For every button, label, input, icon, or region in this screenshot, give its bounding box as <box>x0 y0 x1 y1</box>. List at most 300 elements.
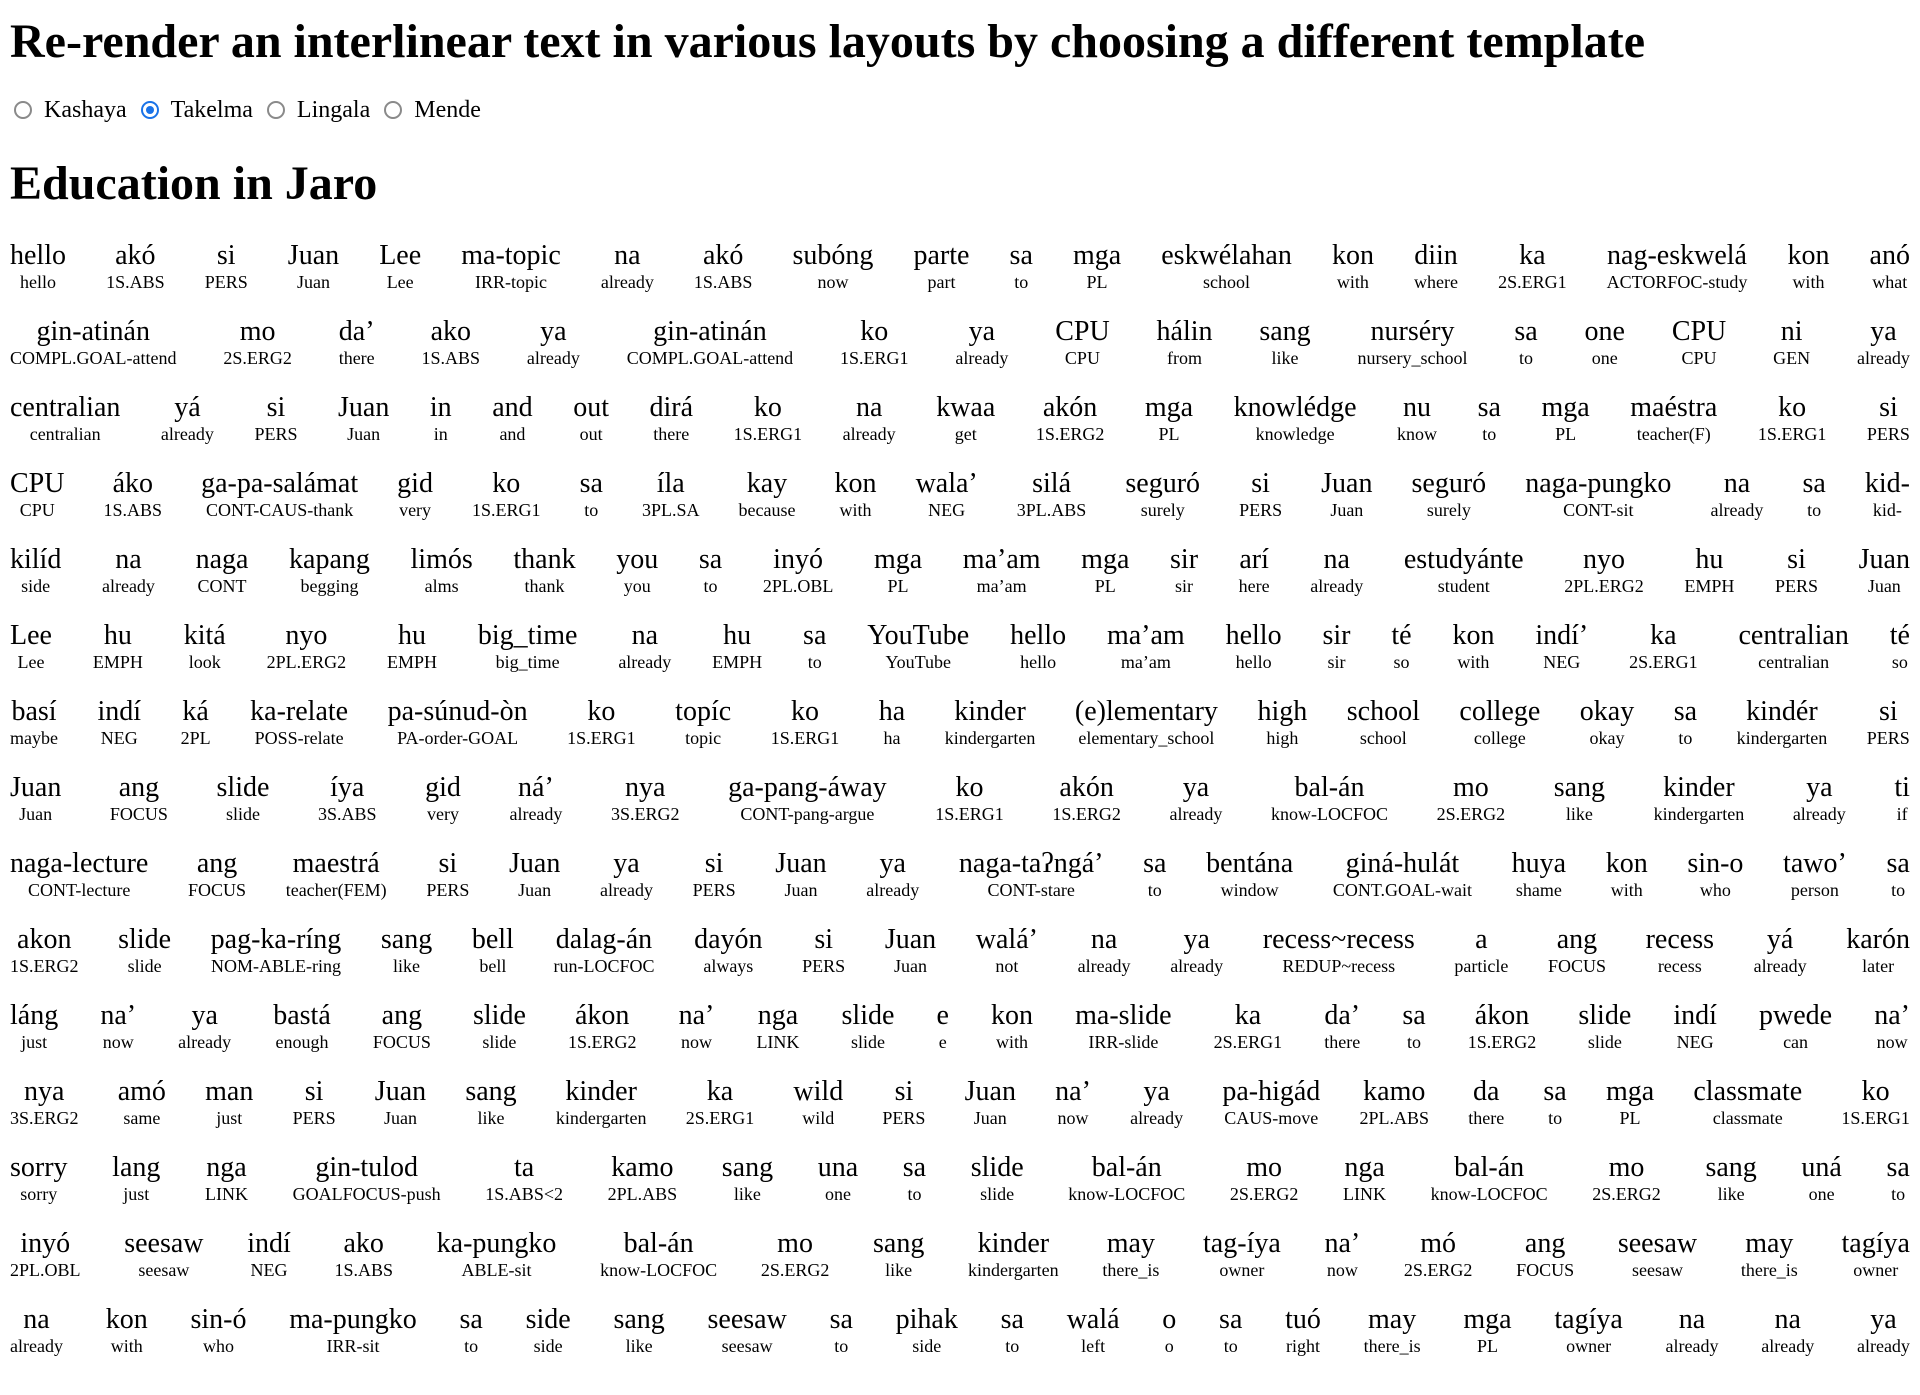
word-gloss-pair <box>10 1001 58 1053</box>
word-gloss: okay <box>1589 727 1625 748</box>
word-gloss-pair <box>254 393 297 445</box>
word-gloss-pair <box>1431 1153 1548 1205</box>
word-form: mga <box>1463 1303 1512 1335</box>
word-gloss: 1S.ERG1 <box>733 423 803 444</box>
word-gloss-pair <box>1017 469 1087 521</box>
word-gloss: IRR-topic <box>475 271 548 292</box>
word-gloss: know-LOCFOC <box>1068 1183 1186 1204</box>
word-gloss: already <box>618 651 672 672</box>
word-gloss-pair <box>916 469 978 521</box>
word-gloss-pair <box>527 317 580 369</box>
word-gloss: now <box>680 1031 712 1052</box>
word-gloss: Juan <box>383 1107 417 1128</box>
word-gloss-pair <box>1867 697 1910 749</box>
word-form: uná <box>1801 1151 1842 1183</box>
word-gloss-pair <box>267 621 347 673</box>
word-gloss: COMPL.GOAL-attend <box>10 347 177 368</box>
word-gloss: EMPH <box>387 651 438 672</box>
word-gloss-pair <box>1412 469 1487 521</box>
word-gloss-pair <box>1052 773 1121 825</box>
word-gloss: just <box>123 1183 150 1204</box>
word-gloss: there_is <box>1740 1259 1798 1280</box>
word-form: may <box>1745 1227 1794 1259</box>
word-gloss: topic <box>685 727 722 748</box>
word-gloss: with <box>1457 651 1490 672</box>
word-gloss: window <box>1220 879 1279 900</box>
word-gloss: PL <box>1555 423 1577 444</box>
word-form: ná’ <box>518 771 554 803</box>
word-gloss-pair <box>1404 545 1524 597</box>
word-gloss: EMPH <box>92 651 143 672</box>
word-form: classmate <box>1693 1075 1803 1107</box>
word-gloss: to <box>1891 1183 1906 1204</box>
word-form: kamo <box>1363 1075 1426 1107</box>
word-gloss: now <box>1326 1259 1358 1280</box>
word-gloss-pair <box>1793 773 1846 825</box>
word-form: mga <box>1144 391 1194 423</box>
word-gloss: 2S.ERG2 <box>760 1259 830 1280</box>
word-form: akó <box>115 239 156 271</box>
word-form: sa <box>459 1303 483 1335</box>
word-form: kon <box>1787 239 1830 271</box>
word-form: gin-tulod <box>315 1151 418 1183</box>
word-gloss: owner <box>1853 1259 1899 1280</box>
word-form: ya <box>1143 1075 1170 1107</box>
word-form: sang <box>1553 771 1606 803</box>
interlinear-line <box>10 241 1910 317</box>
word-gloss-pair <box>1259 317 1310 369</box>
word-gloss: very <box>399 499 432 520</box>
interlinear-line <box>10 393 1910 469</box>
word-form: side <box>525 1303 571 1335</box>
word-form: thank <box>513 543 576 575</box>
word-gloss-pair <box>10 697 58 749</box>
word-gloss-pair <box>1222 1077 1320 1129</box>
word-gloss-pair <box>289 1305 417 1357</box>
template-radio-mende[interactable] <box>384 97 481 124</box>
word-gloss-pair <box>679 1001 715 1053</box>
word-form: ti <box>1894 771 1910 803</box>
word-gloss: 1S.ERG1 <box>935 803 1004 824</box>
word-gloss: shame <box>1515 879 1562 900</box>
word-form: sa <box>829 1303 853 1335</box>
word-form: kamo <box>611 1151 674 1183</box>
word-gloss: seesaw <box>1632 1259 1683 1280</box>
word-form: tag-íya <box>1203 1227 1281 1259</box>
word-gloss: to <box>464 1335 479 1356</box>
word-gloss: LINK <box>756 1031 800 1052</box>
word-gloss-pair <box>387 621 437 673</box>
word-gloss: PL <box>1094 575 1116 596</box>
word-gloss-pair <box>1674 697 1697 749</box>
word-gloss: from <box>1167 347 1203 368</box>
word-gloss: LINK <box>205 1183 249 1204</box>
word-gloss-pair <box>971 1153 1024 1205</box>
word-form: yá <box>174 391 201 423</box>
word-form: sa <box>698 543 723 575</box>
word-gloss: NEG <box>250 1259 288 1280</box>
word-gloss-pair <box>1454 925 1508 977</box>
word-gloss-pair <box>1787 241 1829 293</box>
word-gloss-pair <box>1894 773 1910 825</box>
word-gloss-pair <box>1541 393 1589 445</box>
word-gloss: 1S.ABS <box>421 347 481 368</box>
word-gloss-pair <box>728 773 887 825</box>
radio-circle-icon[interactable] <box>14 101 32 119</box>
word-form: sa <box>1009 239 1033 271</box>
word-form: ka <box>1650 619 1677 651</box>
word-gloss: PERS <box>1866 423 1910 444</box>
word-form: sa <box>1143 847 1167 879</box>
word-gloss: FOCUS <box>188 879 247 900</box>
word-gloss-pair <box>211 925 342 977</box>
word-form: ko <box>860 315 889 347</box>
word-gloss: 2PL.OBL <box>762 575 834 596</box>
word-gloss-pair <box>1364 1305 1421 1357</box>
word-form: gid <box>425 771 461 803</box>
word-gloss-pair <box>492 393 532 445</box>
word-form: bal-án <box>1091 1151 1162 1183</box>
word-gloss-pair <box>1512 849 1566 901</box>
word-gloss: recess <box>1657 955 1702 976</box>
word-form: ma-topic <box>461 239 561 271</box>
word-form: indí <box>1673 999 1717 1031</box>
word-gloss-pair <box>568 1001 637 1053</box>
word-form: gin-atinán <box>653 315 767 347</box>
word-gloss-pair <box>580 469 603 521</box>
word-gloss: REDUP~recess <box>1282 955 1396 976</box>
word-gloss: wild <box>802 1107 835 1128</box>
word-form: hálin <box>1156 315 1213 347</box>
word-form: one <box>1584 315 1625 347</box>
word-gloss: to <box>703 575 718 596</box>
page-title: Re-render an interlinear text in various layouts by choosing a different template <box>10 15 1645 68</box>
word-gloss: now <box>1876 1031 1908 1052</box>
word-form: pwede <box>1759 999 1833 1031</box>
word-form: si <box>1878 695 1898 727</box>
word-gloss-pair <box>10 1153 68 1205</box>
word-gloss-pair <box>1687 849 1743 901</box>
word-form: na <box>1090 923 1118 955</box>
word-gloss-pair <box>675 697 731 749</box>
word-form: sa <box>803 619 827 651</box>
word-gloss: Juan <box>19 803 53 824</box>
word-gloss: FOCUS <box>1547 955 1606 976</box>
radio-circle-icon[interactable] <box>141 101 159 119</box>
word-form: Juan <box>1321 467 1373 499</box>
word-form: ma-slide <box>1075 999 1172 1031</box>
word-form: nyo <box>285 619 328 651</box>
word-form: yá <box>1766 923 1794 955</box>
word-form: sa <box>1802 467 1826 499</box>
word-gloss: in <box>433 423 448 444</box>
word-gloss-pair <box>112 1153 160 1205</box>
word-form: Juan <box>338 391 390 423</box>
word-form: nga <box>757 999 799 1031</box>
word-form: kinder <box>565 1075 637 1107</box>
word-form: pa-súnud-òn <box>387 695 528 727</box>
word-gloss-pair <box>835 469 877 521</box>
word-gloss: here <box>1238 575 1270 596</box>
word-gloss: Juan <box>296 271 330 292</box>
word-form: ko <box>753 391 782 423</box>
word-form: naga <box>195 543 249 575</box>
template-radio-takelma[interactable] <box>141 97 253 124</box>
word-gloss: begging <box>300 575 359 596</box>
word-gloss-pair <box>708 1305 787 1357</box>
word-gloss: with <box>1336 271 1369 292</box>
word-form: karón <box>1846 923 1910 955</box>
word-form: ang <box>381 999 423 1031</box>
word-gloss: IRR-sit <box>326 1335 380 1356</box>
template-radio-kashaya[interactable] <box>14 97 127 124</box>
word-gloss-pair <box>1857 317 1910 369</box>
word-gloss-pair <box>1414 241 1458 293</box>
word-form: una <box>817 1151 859 1183</box>
word-gloss-pair <box>1214 1001 1283 1053</box>
word-gloss-pair <box>1525 469 1671 521</box>
word-form: sa <box>1000 1303 1024 1335</box>
word-form: dirá <box>649 391 694 423</box>
word-gloss: PERS <box>802 955 846 976</box>
word-gloss-pair <box>885 925 936 977</box>
word-gloss-pair <box>936 393 995 445</box>
word-gloss: kindergarten <box>1653 803 1745 824</box>
word-gloss: PA-order-GOAL <box>397 727 519 748</box>
word-gloss-pair <box>991 1001 1033 1053</box>
word-gloss: YouTube <box>885 651 952 672</box>
word-form: na’ <box>100 999 137 1031</box>
word-gloss-pair <box>437 1229 557 1281</box>
word-gloss-pair <box>509 773 562 825</box>
word-gloss-pair <box>968 1229 1059 1281</box>
interlinear-line <box>10 1077 1910 1153</box>
word-gloss-pair <box>1710 469 1763 521</box>
word-gloss-pair <box>1738 621 1848 673</box>
word-form: nyo <box>1582 543 1625 575</box>
word-gloss: CONT-CAUS-thank <box>205 499 354 520</box>
word-gloss-pair <box>763 545 834 597</box>
word-form: sa <box>1543 1075 1567 1107</box>
word-gloss: seesaw <box>138 1259 190 1280</box>
word-form: dayón <box>694 923 763 955</box>
word-gloss: there <box>653 423 690 444</box>
word-gloss-pair <box>1206 849 1293 901</box>
word-gloss-pair <box>250 697 348 749</box>
word-gloss: owner <box>1566 1335 1612 1356</box>
word-gloss-pair <box>694 241 753 293</box>
word-gloss: 2S.ERG2 <box>1436 803 1506 824</box>
template-radio-lingala[interactable] <box>267 97 370 124</box>
word-gloss-pair <box>553 925 654 977</box>
word-gloss: not <box>995 955 1019 976</box>
word-gloss-pair <box>1332 241 1374 293</box>
word-gloss: can <box>1783 1031 1809 1052</box>
word-form: sa <box>579 467 603 499</box>
word-gloss-pair <box>734 393 803 445</box>
word-gloss-pair <box>10 1305 63 1357</box>
word-gloss-pair <box>1514 317 1537 369</box>
word-gloss: CAUS-move <box>1224 1107 1319 1128</box>
word-form: Juan <box>287 239 340 271</box>
word-gloss-pair <box>1842 1229 1910 1281</box>
word-form: sang <box>465 1075 517 1107</box>
word-form: seesaw <box>1617 1227 1698 1259</box>
word-form: ga-pa-salámat <box>201 467 359 499</box>
word-gloss-pair <box>1285 1305 1321 1357</box>
word-form: kon <box>1331 239 1374 271</box>
word-form: diin <box>1414 239 1458 271</box>
word-gloss: CONT-lecture <box>28 879 131 900</box>
word-gloss-pair <box>955 317 1008 369</box>
word-form: okay <box>1579 695 1635 727</box>
word-gloss-pair <box>124 1229 203 1281</box>
radio-circle-icon[interactable] <box>267 101 285 119</box>
word-gloss-pair <box>10 849 148 901</box>
word-gloss: already <box>1077 955 1131 976</box>
word-gloss: where <box>1414 271 1458 292</box>
word-gloss: PL <box>1476 1335 1498 1356</box>
word-gloss-pair <box>1554 1305 1622 1357</box>
word-form: gin-atinán <box>36 315 150 347</box>
word-form: na’ <box>678 999 715 1031</box>
word-gloss: 3PL.SA <box>641 499 700 520</box>
word-gloss-pair <box>1230 1153 1299 1205</box>
word-form: mga <box>1541 391 1590 423</box>
word-gloss: to <box>807 651 822 672</box>
word-gloss: CONT.GOAL-wait <box>1332 879 1472 900</box>
word-gloss: o <box>1164 1335 1174 1356</box>
word-form: maéstra <box>1630 391 1718 423</box>
word-form: seesaw <box>707 1303 787 1335</box>
word-gloss-pair <box>388 697 528 749</box>
word-gloss: hello <box>20 271 56 292</box>
word-gloss-pair <box>188 849 246 901</box>
word-form: kid- <box>1864 467 1910 499</box>
word-form: basí <box>11 695 57 727</box>
interlinear-line <box>10 697 1910 773</box>
word-form: Lee <box>10 619 52 651</box>
word-gloss: to <box>1407 1031 1422 1052</box>
word-gloss-pair <box>1886 1153 1909 1205</box>
word-gloss-pair <box>98 697 142 749</box>
word-form: recess~recess <box>1262 923 1415 955</box>
word-form: nu <box>1403 391 1432 423</box>
word-gloss: and <box>499 423 526 444</box>
word-gloss: PL <box>1086 271 1108 292</box>
word-form: slide <box>970 1151 1024 1183</box>
word-gloss-pair <box>1857 1305 1910 1357</box>
word-form: ya <box>1183 923 1210 955</box>
word-form: na’ <box>1874 999 1910 1031</box>
word-form: Juan <box>1858 543 1910 575</box>
word-form: mo <box>1246 1151 1283 1183</box>
word-gloss: thank <box>524 575 565 596</box>
word-form: tagíya <box>1554 1303 1623 1335</box>
word-form: tagíya <box>1841 1227 1910 1259</box>
word-gloss-pair <box>1684 545 1734 597</box>
word-gloss: know-LOCFOC <box>1271 803 1389 824</box>
word-form: kwaa <box>936 391 996 423</box>
word-gloss-pair <box>693 849 736 901</box>
word-gloss: PERS <box>204 271 248 292</box>
word-gloss-pair <box>556 1077 647 1129</box>
word-gloss-pair <box>223 317 292 369</box>
word-gloss-pair <box>739 469 796 521</box>
word-gloss: teacher(F) <box>1636 423 1711 444</box>
word-gloss: like <box>885 1259 913 1280</box>
word-form: ha <box>878 695 906 727</box>
word-form: slide <box>472 999 526 1031</box>
word-gloss-pair <box>178 1001 231 1053</box>
word-form: sa <box>1402 999 1426 1031</box>
radio-label: Takelma <box>170 96 253 123</box>
word-form: you <box>616 543 659 575</box>
word-gloss: CONT-sit <box>1563 499 1634 520</box>
word-gloss-pair <box>106 241 165 293</box>
word-form: si <box>266 391 286 423</box>
word-gloss: CONT-pang-argue <box>740 803 875 824</box>
radio-circle-icon[interactable] <box>384 101 402 119</box>
word-gloss-pair <box>118 1077 166 1129</box>
word-gloss: already <box>101 575 155 596</box>
word-form: may <box>1106 1227 1155 1259</box>
word-form: school <box>1346 695 1420 727</box>
word-form: ko <box>492 467 521 499</box>
word-gloss-pair <box>10 317 176 369</box>
word-gloss: 2PL.OBL <box>10 1259 81 1280</box>
word-gloss: CONT-stare <box>987 879 1075 900</box>
word-form: hello <box>10 239 66 271</box>
word-gloss: 2S.ERG1 <box>1498 271 1567 292</box>
word-gloss: now <box>1057 1107 1089 1128</box>
word-gloss-pair <box>1226 621 1282 673</box>
word-gloss-pair <box>775 849 826 901</box>
word-gloss: PERS <box>1775 575 1819 596</box>
word-gloss-pair <box>976 925 1038 977</box>
word-gloss: CPU <box>1681 347 1717 368</box>
word-gloss-pair <box>1321 469 1372 521</box>
word-gloss: like <box>1565 803 1593 824</box>
word-gloss: already <box>1856 347 1910 368</box>
word-gloss-pair <box>201 469 358 521</box>
word-form: wild <box>793 1075 844 1107</box>
word-gloss-pair <box>1067 1305 1120 1357</box>
word-form: pa-higád <box>1222 1075 1321 1107</box>
word-form: ya <box>540 315 567 347</box>
word-gloss: GEN <box>1773 347 1811 368</box>
interlinear-line <box>10 849 1910 925</box>
word-gloss: already <box>509 803 563 824</box>
word-gloss-pair <box>1075 697 1218 749</box>
word-gloss-pair <box>1773 317 1810 369</box>
radio-label: Mende <box>414 96 481 123</box>
word-gloss-pair <box>10 241 66 293</box>
interlinear-line <box>10 1229 1910 1305</box>
word-form: wala’ <box>915 467 978 499</box>
word-gloss-pair <box>882 1077 925 1129</box>
word-gloss: already <box>955 347 1009 368</box>
word-form: pihak <box>895 1303 958 1335</box>
word-gloss-pair <box>965 1077 1016 1129</box>
word-gloss-pair <box>1239 469 1282 521</box>
word-gloss: later <box>1862 955 1895 976</box>
word-gloss: just <box>216 1107 243 1128</box>
word-form: ko <box>1861 1075 1890 1107</box>
word-gloss: 1S.ABS <box>103 499 163 520</box>
word-gloss-pair <box>288 241 339 293</box>
word-gloss: particle <box>1454 955 1509 976</box>
